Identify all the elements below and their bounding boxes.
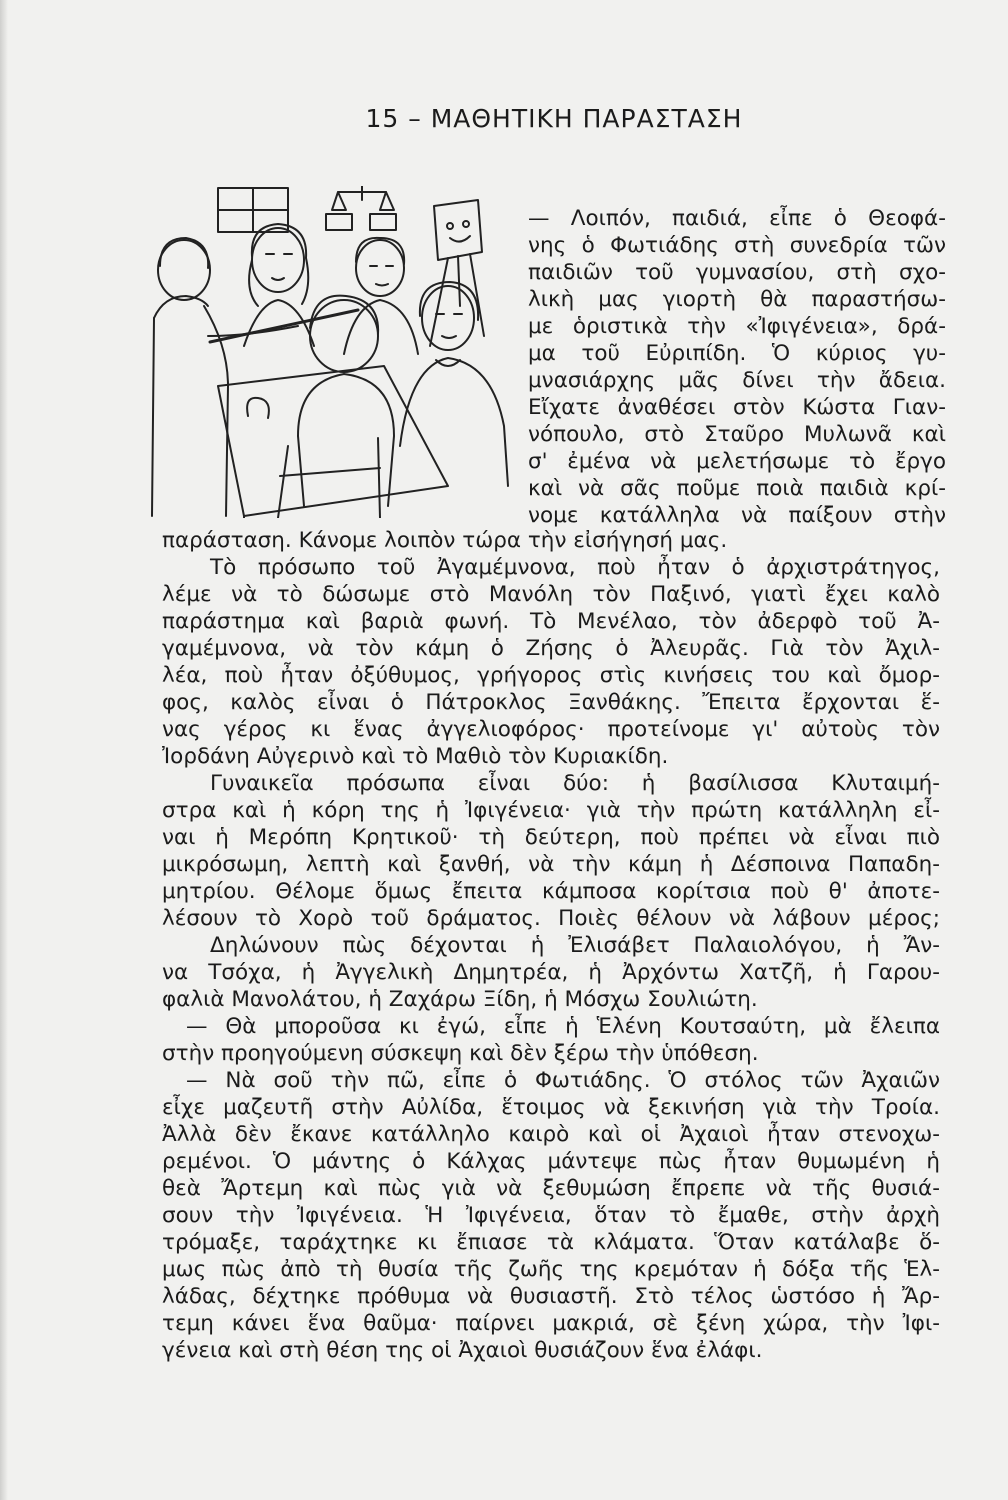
text-line: λάδας, δέχτηκε πρόθυμα νὰ θυσιαστῆ. Στὸ τέλος ὡστόσο ἡ Ἄρ-	[162, 1284, 940, 1309]
text-line: τρόμαξε, ταράχτηκε κι ἔπιασε τὰ κλάματα. Ὅταν κατάλαβε ὅ-	[162, 1230, 940, 1255]
text-line: — Λοιπόν, παιδιά, εἶπε ὁ Θεοφά-	[528, 206, 946, 231]
text-line: γένεια καὶ στὴ θέση της οἱ Ἀχαιοὶ θυσιάζουν ἕνα ἐλάφι.	[162, 1338, 763, 1363]
text-line: μικρόσωμη, λεπτὴ καὶ ξανθή, νὰ τὴν κάμη ἡ Δέσποινα Παπαδη-	[162, 852, 940, 877]
text-line: νόπουλο, στὸ Σταῦρο Μυλωνᾶ καὶ	[528, 422, 946, 447]
text-line: μως πὼς ἀπὸ τὴ θυσία τῆς ζωῆς της κρεμόταν ἡ δόξα τῆς Ἑλ-	[162, 1257, 940, 1282]
chapter-title: 15 – ΜΑΘΗΤΙΚΗ ΠΑΡΑΣΤΑΣΗ	[365, 104, 743, 133]
text-line: παιδιῶν τοῦ γυμνασίου, στὴ σχο-	[528, 260, 946, 285]
text-line: λέα, ποὺ ἦταν ὀξύθυμος, γρήγορος στὶς κινήσεις του καὶ ὄμορ-	[162, 663, 940, 688]
text-line: με ὁριστικὰ τὴν «Ἰφιγένεια», δρά-	[528, 314, 946, 339]
students-meeting-illustration	[148, 186, 528, 518]
text-line: παράστημα καὶ βαριὰ φωνή. Τὸ Μενέλαο, τὸν ἀδερφὸ τοῦ Ἀ-	[162, 609, 940, 634]
text-line: στὴν προηγούμενη σύσκεψη καὶ δὲν ξέρω τὴν ὑπόθεση.	[162, 1041, 759, 1066]
text-line: Ἀλλὰ δὲν ἔκανε κατάλληλο καιρὸ καὶ οἱ Ἀχαιοὶ ἦταν στενοχω-	[162, 1122, 940, 1147]
text-line: ναι ἡ Μερόπη Κρητικοῦ· τὴ δεύτερη, ποὺ πρέπει νὰ εἶναι πιὸ	[162, 825, 940, 850]
text-line: λέμε νὰ τὸ δώσωμε στὸ Μανόλη τὸν Παξινό, γιατὶ ἔχει καλὸ	[162, 582, 940, 607]
text-line: μητρίου. Θέλομε ὅμως ἔπειτα κάμποσα κορίτσια ποὺ θ' ἀποτε-	[162, 879, 940, 904]
text-line: τεμη κάνει ἕνα θαῦμα· παίρνει μακριά, σὲ ξένη χώρα, τὴν Ἰφι-	[162, 1311, 940, 1336]
text-line: καὶ νὰ σᾶς ποῦμε ποιὰ παιδιὰ κρί-	[528, 476, 946, 501]
text-line: σ' ἐμένα νὰ μελετήσωμε τὸ ἔργο	[528, 449, 946, 474]
text-line: λέσουν τὸ Χορὸ τοῦ δράματος. Ποιὲς θέλουν νὰ λάβουν μέρος;	[162, 906, 940, 931]
text-line: φος, καλὸς εἶναι ὁ Πάτροκλος Ξανθάκης. Ἔπειτα ἔρχονται ἕ-	[162, 690, 940, 715]
text-line: λικὴ μας γιορτὴ θὰ παραστήσω-	[528, 287, 946, 312]
text-line: θεὰ Ἄρτεμη καὶ πὼς γιὰ νὰ ξεθυμώση ἔπρεπε νὰ τῆς θυσιά-	[162, 1176, 940, 1201]
text-line: Ἰορδάνη Αὐγερινὸ καὶ τὸ Μαθιὸ τὸν Κυριακίδη.	[162, 744, 669, 769]
dialogue-line: — Θὰ μποροῦσα κι ἐγώ, εἶπε ἡ Ἑλένη Κουτσαύτη, μὰ ἔλειπα	[186, 1014, 940, 1039]
text-line: νης ὁ Φωτιάδης στὴ συνεδρία τῶν	[528, 233, 946, 258]
text-line: Εἴχατε ἀναθέσει στὸν Κώστα Γιαν-	[528, 395, 946, 420]
dialogue-line: — Νὰ σοῦ τὴν πῶ, εἶπε ὁ Φωτιάδης. Ὁ στόλος τῶν Ἀχαιῶν	[186, 1068, 940, 1093]
text-line: σουν τὴν Ἰφιγένεια. Ἡ Ἰφιγένεια, ὅταν τὸ ἔμαθε, στὴν ἀρχὴ	[162, 1203, 940, 1228]
text-line: μα τοῦ Εὐριπίδη. Ὁ κύριος γυ-	[528, 341, 946, 366]
paragraph-start-line: Δηλώνουν πὼς δέχονται ἡ Ἐλισάβετ Παλαιολόγου, ἡ Ἄν-	[210, 933, 940, 958]
text-line: φαλιὰ Μανολάτου, ἡ Ζαχάρω Ξίδη, ἡ Μόσχω Σουλιώτη.	[162, 987, 758, 1012]
text-line: γαμέμνονα, νὰ τὸν κάμη ὁ Ζήσης ὁ Ἀλευρᾶς. Γιὰ τὸν Ἀχιλ-	[162, 636, 940, 661]
text-line: νομε κατάλληλα νὰ παίξουν στὴν	[528, 503, 946, 528]
text-line: παράσταση. Κάνομε λοιπὸν τώρα τὴν εἰσήγησή μας.	[162, 528, 728, 553]
paragraph-start-line: Γυναικεῖα πρόσωπα εἶναι δύο: ἡ βασίλισσα Κλυταιμή-	[210, 771, 940, 796]
text-line: στρα καὶ ἡ κόρη της ἡ Ἰφιγένεια· γιὰ τὴν πρώτη κατάλληλη εἶ-	[162, 798, 940, 823]
text-line: νας γέρος κι ἕνας ἀγγελιοφόρος· προτείνομε γι' αὐτοὺς τὸν	[162, 717, 940, 742]
paragraph-start-line: Τὸ πρόσωπο τοῦ Ἀγαμέμνονα, ποὺ ἦταν ὁ ἀρχιστράτηγος,	[210, 555, 940, 580]
text-line: να Τσόχα, ἡ Ἀγγελικὴ Δημητρέα, ἡ Ἀρχόντω Χατζῆ, ἡ Γαρου-	[162, 960, 940, 985]
text-line: εἶχε μαζευτῆ στὴν Αὐλίδα, ἕτοιμος νὰ ξεκινήση γιὰ τὴν Τροία.	[162, 1095, 940, 1120]
page-edge-shadow	[0, 0, 8, 1500]
text-line: μνασιάρχης μᾶς δίνει τὴν ἄδεια.	[528, 368, 946, 393]
text-line: ρεμένοι. Ὁ μάντης ὁ Κάλχας μάντεψε πὼς ἦταν θυμωμένη ἡ	[162, 1149, 940, 1174]
